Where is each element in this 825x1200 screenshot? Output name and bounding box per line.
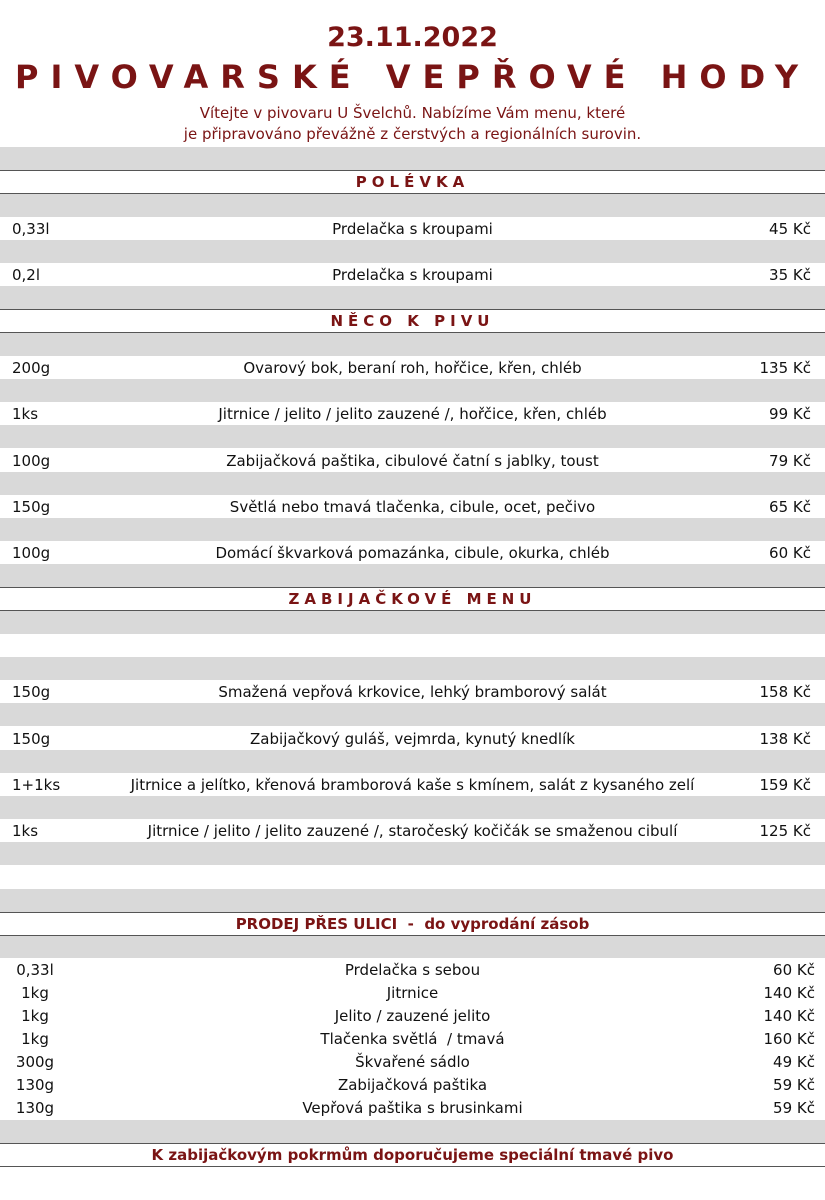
item-price: 140 Kč <box>763 984 815 1002</box>
item-quantity: 1kg <box>21 984 49 1002</box>
divider <box>0 587 825 588</box>
gray-band <box>0 842 825 865</box>
divider <box>0 170 825 171</box>
item-price: 135 Kč <box>759 359 811 377</box>
sale-item <box>0 982 825 1005</box>
sale-item <box>0 1051 825 1074</box>
item-name: Vepřová paštika s brusinkami <box>302 1099 523 1117</box>
menu-title: PIVOVARSKÉ VEPŘOVÉ HODY <box>15 58 810 96</box>
section-title-neco-k-pivu: NĚCO K PIVU <box>330 312 495 330</box>
gray-band <box>0 518 825 541</box>
item-quantity: 0,33l <box>12 220 50 238</box>
item-name: Jitrnice <box>386 984 439 1002</box>
divider <box>0 1143 825 1144</box>
divider <box>0 1166 825 1167</box>
gray-band <box>0 935 825 958</box>
item-name: Smažená vepřová krkovice, lehký bramborový salát <box>218 683 607 701</box>
item-quantity: 1ks <box>12 822 39 840</box>
divider <box>0 332 825 333</box>
gray-band <box>0 333 825 356</box>
item-name: Tlačenka světlá / tmavá <box>320 1030 505 1048</box>
menu-item <box>0 819 825 843</box>
item-price: 160 Kč <box>763 1030 815 1048</box>
item-price: 65 Kč <box>769 498 811 516</box>
item-name: Jitrnice / jelito / jelito zauzené /, staročeský kočičák se smaženou cibulí <box>147 822 678 840</box>
section-title-zabijackove-menu: ZABIJAČKOVÉ MENU <box>288 590 537 608</box>
gray-band <box>0 750 825 773</box>
item-price: 158 Kč <box>759 683 811 701</box>
item-name: Světlá nebo tmavá tlačenka, cibule, ocet, pečivo <box>229 498 596 516</box>
item-quantity: 1+1ks <box>12 776 61 794</box>
section-title-polevka: POLÉVKA <box>355 173 470 191</box>
menu-item <box>0 680 825 704</box>
item-quantity: 1ks <box>12 405 39 423</box>
menu-item <box>0 449 825 473</box>
menu-item <box>0 356 825 380</box>
gray-band <box>0 564 825 587</box>
item-quantity: 100g <box>12 544 51 562</box>
intro-line-1: Vítejte v pivovaru U Švelchů. Nabízíme Vám menu, které <box>199 104 626 122</box>
item-price: 45 Kč <box>769 220 811 238</box>
sale-item <box>0 1005 825 1028</box>
item-name: Zabijačkový guláš, vejmrda, kynutý knedlík <box>250 730 575 748</box>
item-quantity: 1kg <box>21 1030 49 1048</box>
divider <box>0 912 825 913</box>
menu-item <box>0 402 825 426</box>
item-name: Ovarový bok, beraní roh, hořčice, křen, chléb <box>243 359 582 377</box>
divider <box>0 309 825 310</box>
item-quantity: 200g <box>12 359 51 377</box>
item-quantity: 150g <box>12 498 51 516</box>
item-price: 60 Kč <box>769 544 811 562</box>
item-quantity: 130g <box>15 1099 55 1117</box>
section-title-prodej: PRODEJ PŘES ULICI - do vyprodání zásob <box>235 915 590 933</box>
gray-band <box>0 425 825 448</box>
item-price: 138 Kč <box>759 730 811 748</box>
divider <box>0 610 825 611</box>
menu-item <box>0 495 825 519</box>
item-price: 49 Kč <box>773 1053 815 1071</box>
menu-date: 23.11.2022 <box>327 22 498 53</box>
gray-band <box>0 147 825 170</box>
item-quantity: 100g <box>12 452 51 470</box>
item-name: Prdelačka s kroupami <box>332 266 493 284</box>
item-name: Domácí škvarková pomazánka, cibule, okurka, chléb <box>215 544 610 562</box>
menu-item <box>0 727 825 751</box>
item-name: Škvařené sádlo <box>355 1053 470 1071</box>
menu-item <box>0 773 825 797</box>
intro-line-2: je připravováno převážně z čerstvých a regionálních surovin. <box>183 125 642 143</box>
item-quantity: 150g <box>12 683 51 701</box>
item-name: Jelito / zauzené jelito <box>334 1007 491 1025</box>
gray-band <box>0 379 825 402</box>
item-quantity: 130g <box>15 1076 55 1094</box>
item-name: Prdelačka s sebou <box>344 961 481 979</box>
divider <box>0 193 825 194</box>
item-price: 125 Kč <box>759 822 811 840</box>
menu-item <box>0 263 825 287</box>
gray-band <box>0 657 825 680</box>
sale-item <box>0 1097 825 1120</box>
menu-item <box>0 217 825 241</box>
item-price: 59 Kč <box>773 1076 815 1094</box>
item-price: 35 Kč <box>769 266 811 284</box>
gray-band <box>0 286 825 309</box>
menu-item <box>0 541 825 565</box>
gray-band <box>0 889 825 912</box>
item-quantity: 1kg <box>21 1007 49 1025</box>
gray-band <box>0 611 825 634</box>
divider <box>0 935 825 936</box>
item-quantity: 0,33l <box>16 961 54 979</box>
item-price: 159 Kč <box>759 776 811 794</box>
gray-band <box>0 194 825 217</box>
item-price: 60 Kč <box>773 961 815 979</box>
item-price: 140 Kč <box>763 1007 815 1025</box>
sale-item <box>0 959 825 982</box>
menu-intro <box>0 103 825 145</box>
gray-band <box>0 796 825 819</box>
footer-recommendation: K zabijačkovým pokrmům doporučujeme speciální tmavé pivo <box>151 1146 674 1164</box>
item-name: Zabijačková paštika <box>337 1076 488 1094</box>
item-price: 79 Kč <box>769 452 811 470</box>
item-quantity: 0,2l <box>12 266 41 284</box>
gray-band <box>0 472 825 495</box>
item-quantity: 300g <box>15 1053 55 1071</box>
item-name: Jitrnice a jelítko, křenová bramborová kaše s kmínem, salát z kysaného zelí <box>130 776 695 794</box>
sale-item <box>0 1028 825 1051</box>
gray-band <box>0 240 825 263</box>
item-name: Jitrnice / jelito / jelito zauzené /, hořčice, křen, chléb <box>218 405 607 423</box>
item-price: 99 Kč <box>769 405 811 423</box>
item-price: 59 Kč <box>773 1099 815 1117</box>
item-quantity: 150g <box>12 730 51 748</box>
item-name: Prdelačka s kroupami <box>332 220 493 238</box>
gray-band <box>0 703 825 726</box>
gray-band <box>0 1120 825 1143</box>
item-name: Zabijačková paštika, cibulové čatní s jablky, toust <box>226 452 599 470</box>
sale-item <box>0 1074 825 1097</box>
